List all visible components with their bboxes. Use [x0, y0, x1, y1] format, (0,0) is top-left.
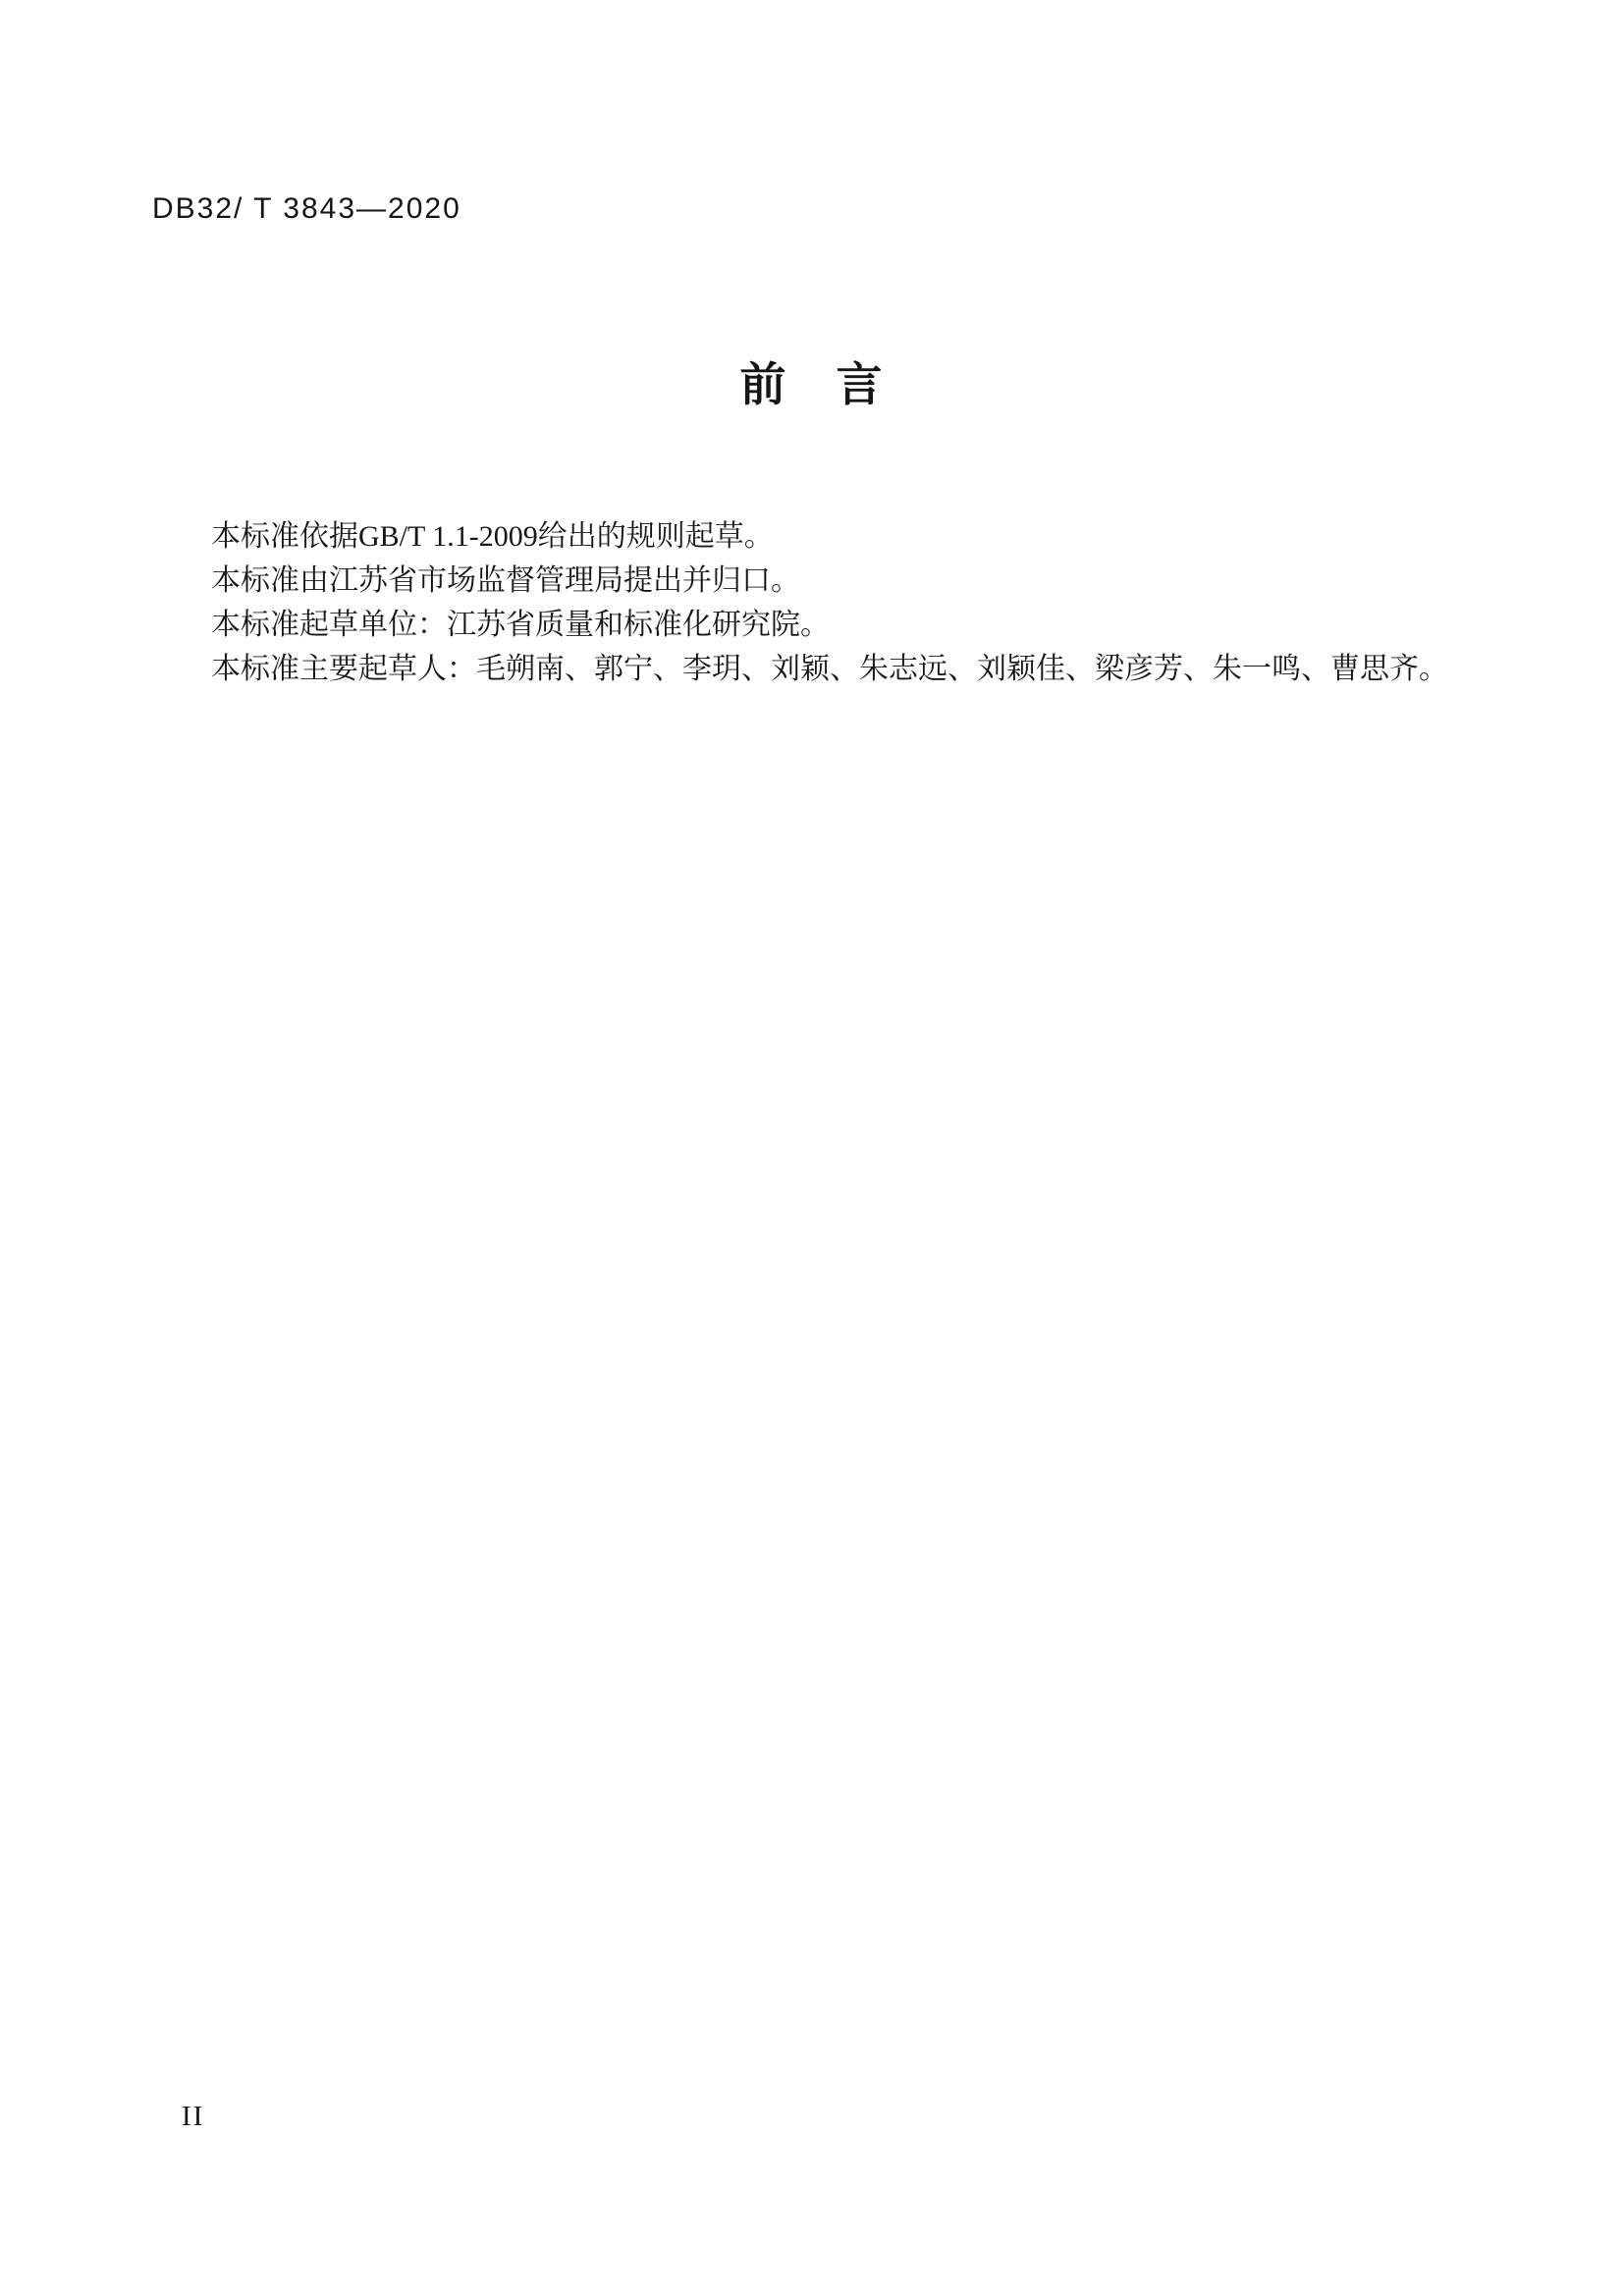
- foreword-body: [152, 514, 1507, 691]
- paragraph-drafters: 本标准主要起草人：毛朔南、郭宁、李玥、刘颖、朱志远、刘颖佳、梁彦芳、朱一鸣、曹思齐。: [211, 653, 1448, 685]
- page-number: II: [182, 2101, 205, 2132]
- paragraph-proposer: 本标准由江苏省市场监督管理局提出并归口。: [211, 564, 800, 597]
- paragraph-drafting-unit: 本标准起草单位：江苏省质量和标准化研究院。: [211, 609, 830, 641]
- page-title: 前 言: [739, 358, 885, 410]
- paragraph-drafting-rules: 本标准依据GB/T 1.1-2009给出的规则起草。: [211, 520, 774, 553]
- document-code: DB32/ T 3843—2020: [152, 192, 461, 225]
